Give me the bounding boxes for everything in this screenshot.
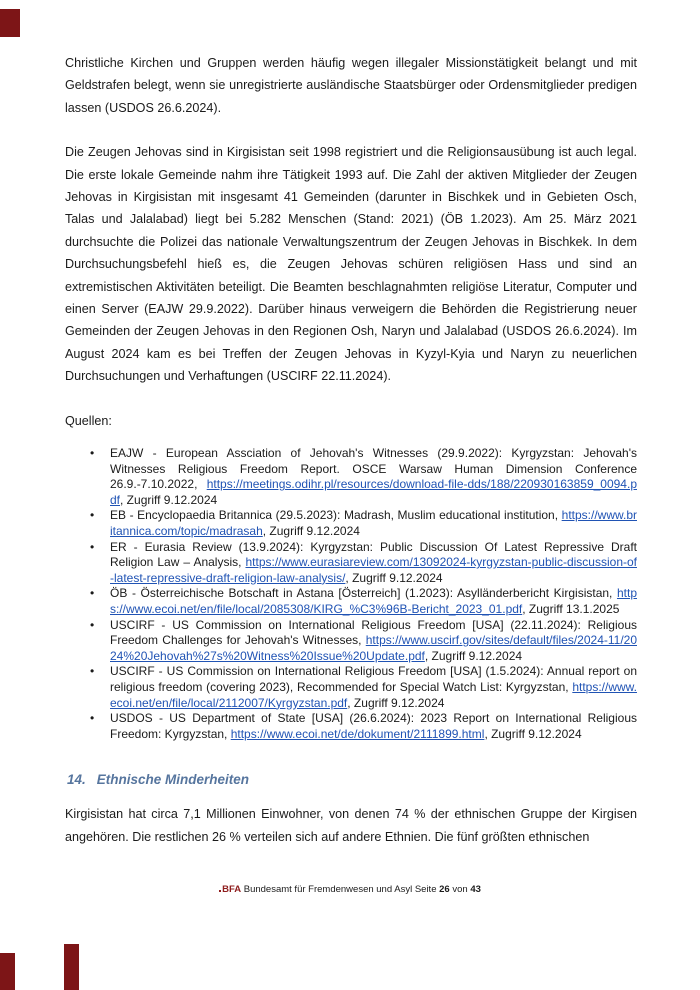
- page-frame-mark-bottom-left: [0, 953, 15, 990]
- paragraph-jehovas-witnesses: Die Zeugen Jehovas sind in Kirgisistan seit 1998 registriert und die Religionsausübung ist auch legal. Die erste lokale Gemeinde nahm ihre Tätigkeit 1993 auf. Die Zahl der aktiven Mitglieder der Zeugen Jehovas in Kirgisistan mit insgesamt 41 Gemeinden (darunter in Bischkek und in Gebieten Osch, Talas und Jalalabad) liegt bei 5.282 Menschen (Stand: 2021) (ÖB 1.2023). Am 25. März 2021 durchsuchte die Polizei das nationale Verwaltungszentrum der Zeugen Jehovas in Bischkek. In dem Durchsuchungsbefehl hieß es, die Zeugen Jehovas schüren religiösen Hass und sind an extremistischen Aktivitäten beteiligt. Die Beamten beschlagnahmten religiöse Literatur, Computer und einen Server (EAJW 29.9.2022). Darüber hinaus verweigern die Behörden die Registrierung neuer Gemeinden der Zeugen Jehovas in den Regionen Osh, Naryn und Jalalabad (USDOS 26.6.2024). Im August 2024 kam es bei Treffen der Zeugen Jehovas in Kyzyl-Kyia und Naryn zu neuerlichen Durchsuchungen und Verhaftungen (USCIRF 22.11.2024).: [65, 145, 637, 384]
- paragraph-ethnic-minorities: Kirgisistan hat circa 7,1 Millionen Einwohner, von denen 74 % der ethnischen Gruppe der Kirgisen angehören. Die restlichen 26 % verteilen sich auf andere Ethnien. Die fünf größten ethnischen: [65, 807, 637, 844]
- source-item-uscirf-nov: [90, 617, 637, 665]
- source-text: USCIRF - US Commission on International Religious Freedom [USA] (1.5.2024): Annual report on religious freedom (covering 2023), Recommended for Special Watch List: Kyrgyzstan,: [110, 664, 637, 694]
- source-access-date: , Zugriff 9.12.2024: [345, 570, 443, 585]
- footer-page-total: 43: [470, 884, 481, 895]
- source-item-er: [90, 539, 637, 587]
- footer-page-current: 26: [439, 884, 450, 895]
- source-text: EAJW - European Assciation of Jehovah's Witnesses (29.9.2022): Kyrgyzstan: Jehovah's Witnesses Religious Freedom Report. OSCE Warsaw Human Dimension Conference 26.9.-7.10.2022,: [110, 446, 637, 492]
- page-frame-mark-bottom-bar: [64, 944, 79, 990]
- footer-page-label: Seite: [414, 884, 437, 895]
- source-link[interactable]: https://www.britannica.com/topic/madrasah: [110, 508, 637, 539]
- source-link[interactable]: https://www.ecoi.net/en/file/local/2085308/KIRG_%C3%96B-Bericht_2023_01.pdf: [110, 586, 637, 617]
- source-text: ÖB - Österreichische Botschaft in Astana [Österreich] (1.2023): Asylländerbericht Kirgisistan,: [110, 586, 617, 601]
- bullet-icon: •: [90, 664, 95, 679]
- source-item-eajw: [90, 446, 637, 508]
- source-item-oeb: [90, 586, 637, 617]
- bullet-icon: •: [90, 539, 95, 554]
- section-title: Ethnische Minderheiten: [96, 772, 250, 788]
- source-item-uscirf-may: [90, 664, 637, 711]
- source-item-usdos: [90, 711, 637, 742]
- footer-org-name: Bundesamt für Fremdenwesen und Asyl: [243, 884, 413, 895]
- source-item-eb: [90, 508, 637, 539]
- source-access-date: , Zugriff 9.12.2024: [484, 726, 582, 741]
- bullet-icon: •: [90, 446, 95, 461]
- bullet-icon: •: [90, 586, 95, 601]
- section-heading-ethnic-minorities: [67, 772, 637, 787]
- source-link[interactable]: https://www.uscirf.gov/sites/default/files/2024-11/2024%20Jehovah%27s%20Witness%20Issue%20Update.pdf: [110, 633, 637, 663]
- paragraph-christian-churches: Christliche Kirchen und Gruppen werden häufig wegen illegaler Missionstätigkeit belangt und mit Geldstrafen belegt, wenn sie unregistrierte ausländische Staatsbürger oder Ordensmitglieder predigen lassen (USDOS 26.6.2024).: [65, 56, 637, 115]
- bfa-logo-mark-icon: [219, 890, 221, 892]
- source-link[interactable]: https://www.ecoi.net/de/dokument/2111899.html: [230, 726, 485, 741]
- source-text: USCIRF - US Commission on International Religious Freedom [USA] (22.11.2024): Religious Freedom Challenges for Jehovah's Witnesses,: [110, 617, 637, 648]
- source-link[interactable]: https://meetings.odihr.pl/resources/download-file-dds/188/220930163859_0094.pdf: [110, 477, 637, 507]
- source-text: EB - Encyclopaedia Britannica (29.5.2023): Madrash, Muslim educational institution,: [110, 508, 562, 523]
- source-link[interactable]: https://www.ecoi.net/en/file/local/2112007/Kyrgyzstan.pdf: [110, 680, 637, 710]
- bullet-icon: •: [90, 508, 95, 523]
- source-access-date: , Zugriff 13.1.2025: [522, 602, 620, 617]
- bullet-icon: •: [90, 617, 95, 632]
- source-link[interactable]: https://www.eurasiareview.com/13092024-kyrgyzstan-public-discussion-of-latest-repressive-draft-religion-law-analysis/: [110, 555, 637, 585]
- bfa-logo: BFA: [222, 884, 242, 895]
- source-access-date: , Zugriff 9.12.2024: [262, 524, 360, 539]
- bullet-icon: •: [90, 711, 95, 726]
- sources-list: [65, 446, 637, 742]
- footer-of-label: von: [452, 884, 468, 895]
- page-footer: [0, 884, 700, 896]
- source-text: USDOS - US Department of State [USA] (26.6.2024): 2023 Report on International Religious Freedom: Kyrgyzstan,: [110, 711, 637, 741]
- page-frame-mark-top-left: [0, 9, 20, 37]
- source-access-date: , Zugriff 9.12.2024: [120, 492, 218, 507]
- section-number: 14.: [67, 772, 86, 788]
- sources-label: Quellen:: [65, 413, 112, 428]
- document-content: [65, 52, 637, 870]
- source-text: ER - Eurasia Review (13.9.2024): Kyrgyzstan: Public Discussion Of Latest Repressive Draft Religion Law – Analysis,: [110, 539, 637, 570]
- source-access-date: , Zugriff 9.12.2024: [424, 648, 523, 663]
- source-access-date: , Zugriff 9.12.2024: [347, 695, 445, 710]
